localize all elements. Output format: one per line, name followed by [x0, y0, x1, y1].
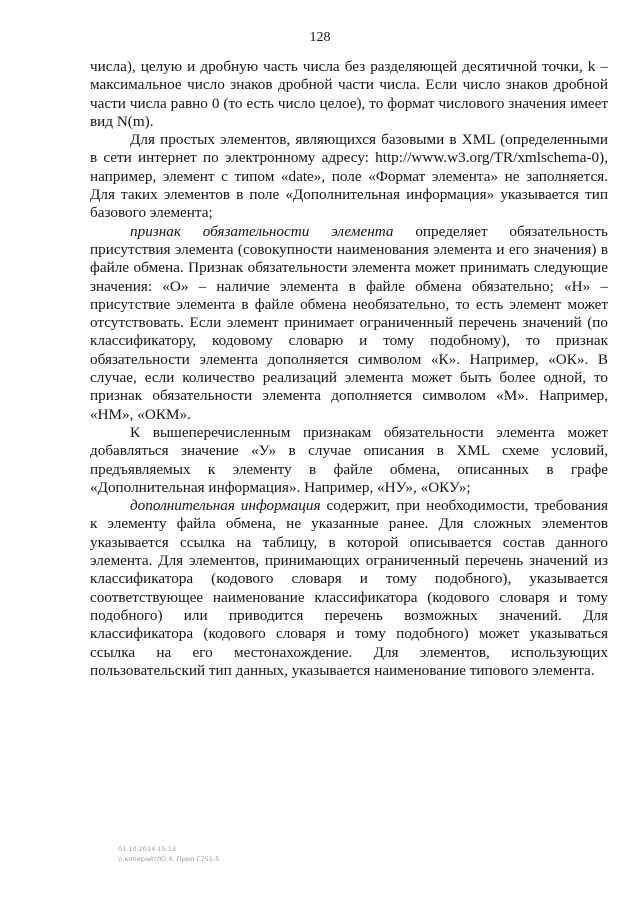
paragraph-conditional-sign: К вышеперечисленным признакам обязательности элемента может добавляться значение «У» в случае описания в XML схеме условий, предъявляемых к элементу в файле обмена, описанных в графе «Дополнительная информация». Например, «НУ», «ОКУ»;: [90, 423, 608, 496]
mandatory-sign-description: определяет обязательность присутствия элемента (совокупности наименования элемента и его значения) в файле обмена. Признак обязательности элемента может принимать следующие значения: «О» – наличие элемента в файле обмена обязательно; «Н» – присутствие элемента в файле обмена необязательно, то есть элемент может отсутствовать. Если элемент принимает ограниченный перечень значений (по классификатору, кодовому словарю и тому подобному), то признак обязательности элемента дополняется символом «К». Например, «ОК». В случае, если количество реализаций элемента может быть более одной, то признак обязательности элемента дополняется символом «М». Например, «НМ», «ОКМ».: [90, 222, 608, 423]
paragraph-mandatory-sign: [90, 223, 608, 424]
footer-stamp-line-1: 01.10.2014 15:13: [118, 845, 177, 853]
document-body: [90, 58, 608, 680]
term-additional-info: дополнительная информация: [130, 497, 321, 515]
paragraph-additional-info: [90, 497, 608, 680]
footer-stamp-line-2: \\ копирайт/Ю.Х. Прил-Г751-5: [118, 855, 220, 863]
footer-stamp: [118, 844, 219, 864]
additional-info-description: содержит, при необходимости, требования к элементу файла обмена, не указанные ранее. Для сложных элементов указывается ссылка на таблицу, в которой описывается состав данного элемента. Для элементов, принимающих ограниченный перечень значений из классификатора (кодового словаря и тому подобного), указывается соответствующее наименование классификатора (кодового словаря и тому подобного) или приводится перечень возможных значений. Для классификатора (кодового словаря и тому подобного) может указываться ссылка на его местонахождение. Для элементов, использующих пользовательский тип данных, указывается наименование типового элемента.: [90, 497, 608, 679]
paragraph-simple-elements: Для простых элементов, являющихся базовыми в XML (определенными в сети интернет по электронному адресу: http://www.w3.org/TR/xmlschema-0), например, элемент с типом «date», поле «Формат элемента» не заполняется. Для таких элементов в поле «Дополнительная информация» указывается тип базового элемента;: [90, 131, 608, 222]
term-mandatory-sign: признак обязательности элемента: [130, 222, 394, 240]
page-number: 128: [309, 30, 331, 45]
paragraph-number-format: числа), целую и дробную часть числа без разделяющей десятичной точки, k – максимальное число знаков дробной части числа. Если число знаков дробной части числа равно 0 (то есть число целое), то формат числового значения имеет вид N(m).: [90, 58, 608, 130]
